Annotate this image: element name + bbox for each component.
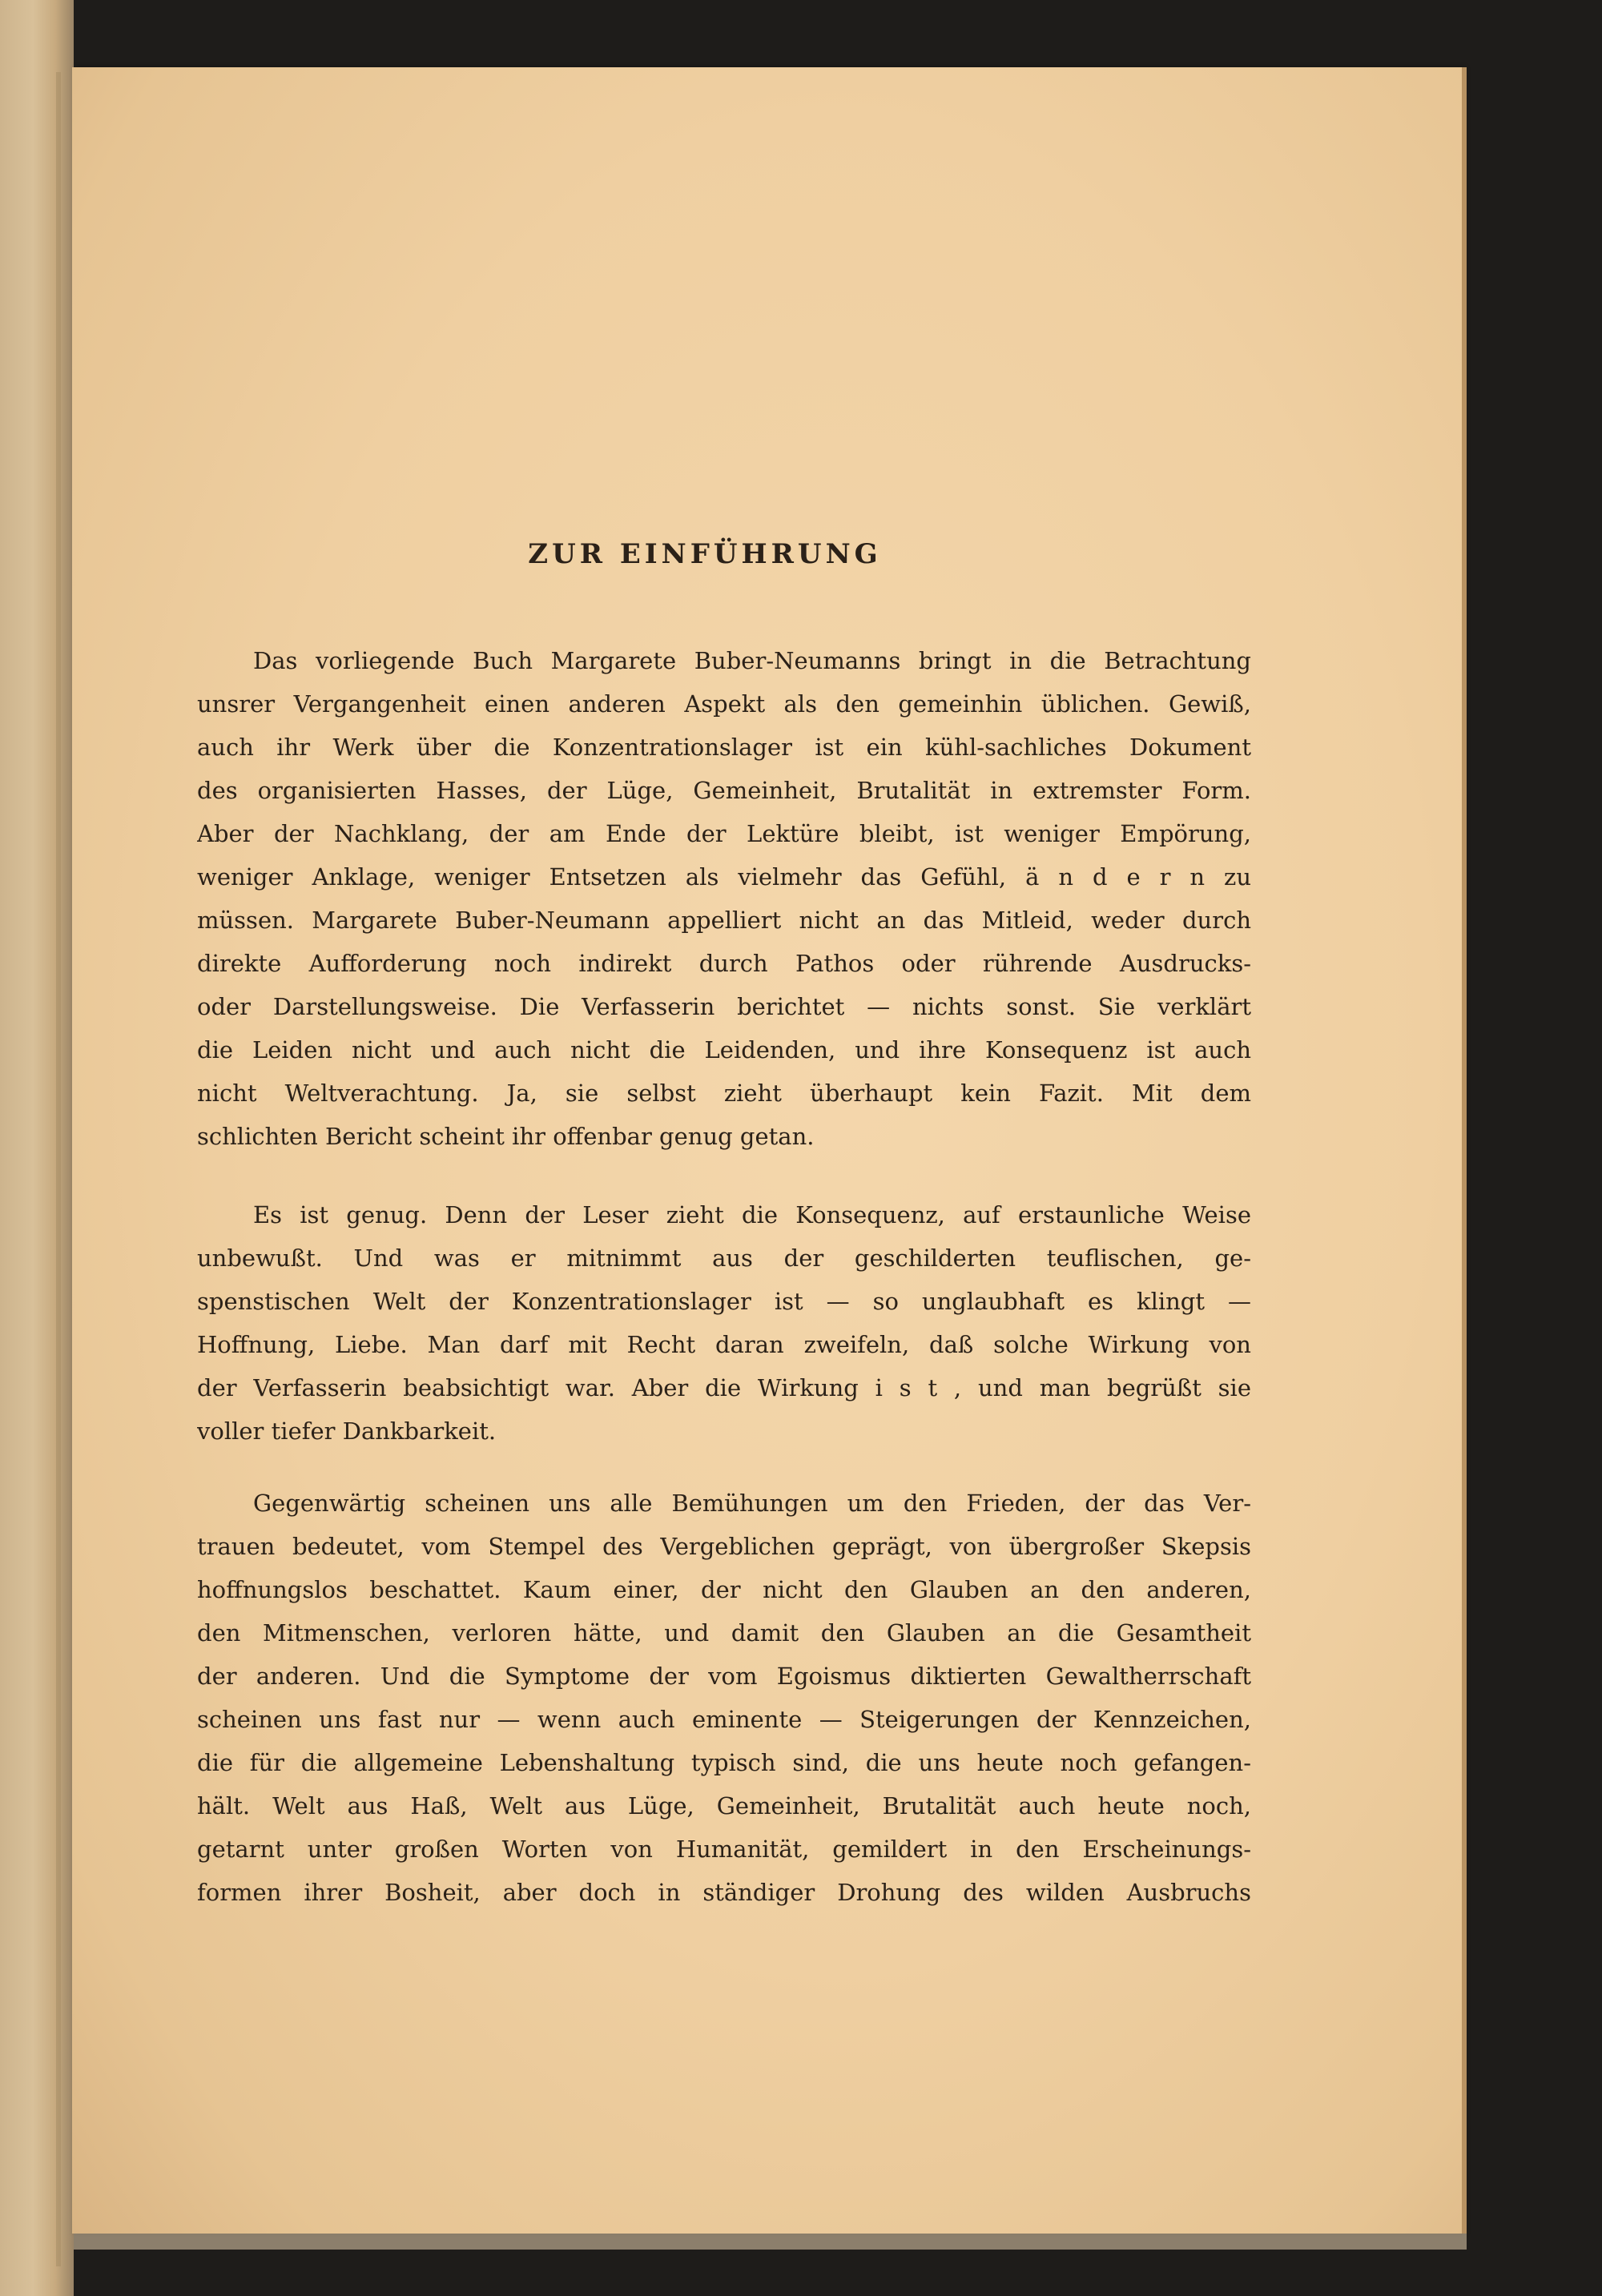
text-line: voller tiefer Dankbarkeit. <box>197 1417 497 1445</box>
text-line: auch ihr Werk über die Konzentrationslager ist ein kühl-sachliches Dokument <box>197 734 1251 761</box>
text-line: trauen bedeutet, vom Stempel des Vergeblichen geprägt, von übergroßer Skepsis <box>197 1533 1251 1560</box>
text-line: spenstischen Welt der Konzentrationslager ist — so unglaubhaft es klingt — <box>197 1288 1251 1315</box>
text-line: die Leiden nicht und auch nicht die Leidenden, und ihre Konsequenz ist auch <box>197 1036 1251 1064</box>
text-line: weniger Anklage, weniger Entsetzen als vielmehr das Gefühl, ä n d e r n zu <box>197 863 1251 891</box>
paragraph-1 <box>197 639 1251 1158</box>
text-line: scheinen uns fast nur — wenn auch eminente — Steigerungen der Kennzeichen, <box>197 1706 1251 1733</box>
text-line: unbewußt. Und was er mitnimmt aus der geschilderten teuflischen, ge- <box>197 1245 1251 1272</box>
text-line: direkte Aufforderung noch indirekt durch Pathos oder rührende Ausdrucks- <box>197 950 1251 977</box>
text-line: getarnt unter großen Worten von Humanität, gemildert in den Erscheinungs- <box>197 1836 1251 1863</box>
text-line: hoffnungslos beschattet. Kaum einer, der nicht den Glauben an den anderen, <box>197 1576 1251 1603</box>
text-line: unsrer Vergangenheit einen anderen Aspekt als den gemeinhin üblichen. Gewiß, <box>197 690 1251 718</box>
paragraph-3 <box>197 1482 1251 1914</box>
text-line: Hoffnung, Liebe. Man darf mit Recht daran zweifeln, daß solche Wirkung von <box>197 1331 1251 1358</box>
chapter-heading: ZUR EINFÜHRUNG <box>528 538 882 570</box>
text-line: der anderen. Und die Symptome der vom Egoismus diktierten Gewaltherrschaft <box>197 1663 1251 1690</box>
page-edge <box>1462 67 1467 2234</box>
text-line: Das vorliegende Buch Margarete Buber-Neumanns bringt in die Betrachtung <box>253 647 1251 674</box>
text-line: den Mitmenschen, verloren hätte, und damit den Glauben an die Gesamtheit <box>197 1619 1251 1647</box>
text-line: Aber der Nachklang, der am Ende der Lektüre bleibt, ist weniger Empörung, <box>197 820 1251 847</box>
text-line: hält. Welt aus Haß, Welt aus Lüge, Gemeinheit, Brutalität auch heute noch, <box>197 1792 1251 1820</box>
page-bottom-edge <box>74 2234 1467 2250</box>
text-line: schlichten Bericht scheint ihr offenbar genug getan. <box>197 1123 815 1150</box>
text-line: des organisierten Hasses, der Lüge, Gemeinheit, Brutalität in extremster Form. <box>197 777 1251 804</box>
text-line: nicht Weltverachtung. Ja, sie selbst zieht überhaupt kein Fazit. Mit dem <box>197 1080 1251 1107</box>
spine-fold <box>56 72 61 2266</box>
text-line: der Verfasserin beabsichtigt war. Aber die Wirkung i s t , und man begrüßt sie <box>197 1374 1251 1401</box>
paragraph-2 <box>197 1193 1251 1453</box>
text-line: müssen. Margarete Buber-Neumann appelliert nicht an das Mitleid, weder durch <box>197 907 1251 934</box>
text-line: oder Darstellungsweise. Die Verfasserin berichtet — nichts sonst. Sie verklärt <box>197 993 1251 1020</box>
text-line: die für die allgemeine Lebenshaltung typisch sind, die uns heute noch gefangen- <box>197 1749 1251 1776</box>
text-line: Gegenwärtig scheinen uns alle Bemühungen um den Frieden, der das Ver- <box>253 1490 1251 1517</box>
book-spine <box>0 0 74 2296</box>
text-line: Es ist genug. Denn der Leser zieht die Konsequenz, auf erstaunliche Weise <box>253 1201 1251 1228</box>
text-line: formen ihrer Bosheit, aber doch in ständiger Drohung des wilden Ausbruchs <box>197 1879 1251 1906</box>
